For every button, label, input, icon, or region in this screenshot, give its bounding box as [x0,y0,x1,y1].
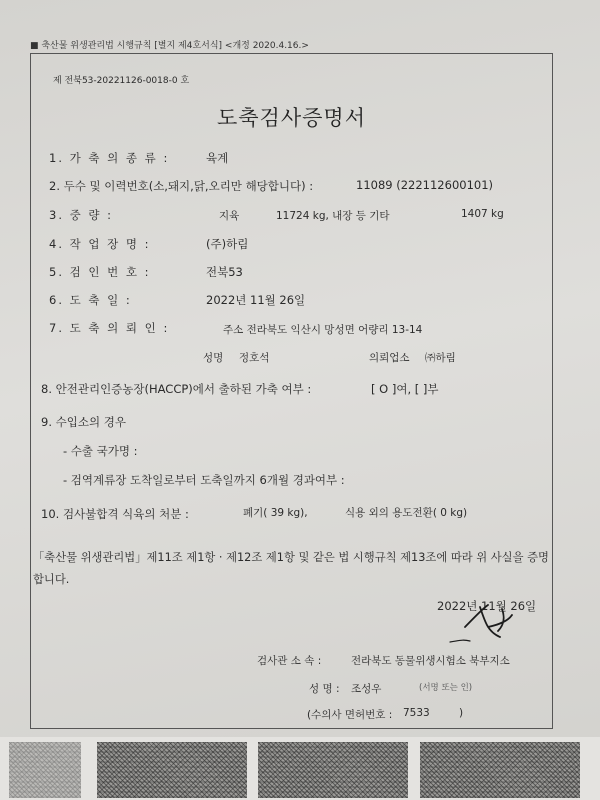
item-value-carcass: 지육 [219,210,240,222]
certification-line-2: 합니다. [33,573,70,586]
item-label-workplace: 4. 작 업 장 명 : [49,237,151,251]
license-close: ) [459,707,464,719]
item-label-requester: 7. 도 축 의 뢰 인 : [49,321,170,335]
document-number: 제 전북53-20221126-0018-0 호 [53,76,190,86]
security-pattern-block [97,742,247,798]
form-header-note: ■ 축산물 위생관리법 시행규칙 [별지 제4호서식] <개정 2020.4.16.> [30,41,309,51]
haccp-label: 8. 안전관리인증농장(HACCP)에서 출하된 가축 여부 : [41,382,312,396]
item-value-workplace: (주)하림 [206,237,249,251]
issue-date: 2022년 11월 26일 [437,599,537,613]
requester-name-label: 성명 [203,352,224,364]
quarantine-label: - 검역계류장 도착일로부터 도축일까지 6개월 경과여부 : [63,473,345,487]
security-pattern-block [9,742,81,798]
requester-company-label: 의뢰업소 [369,352,410,364]
item-value-carcass-weight: 11724 kg, 내장 등 기타 [276,210,390,222]
security-pattern-block [420,742,580,798]
export-country-label: - 수출 국가명 : [63,444,138,458]
item-value-head-count: 11089 (222112600101) [356,178,494,192]
inspector-name-label: 성 명 : [309,683,340,695]
inspector-affiliation-label: 검사관 소 속 : [257,655,322,667]
item-label-slaughter-date: 6. 도 축 일 : [49,293,132,307]
disposal-other-use: 식용 외의 용도전환( 0 kg) [345,507,468,519]
item-value-requester-address: 주소 전라북도 익산시 망성면 어량리 13-14 [223,324,423,336]
disposal-label: 10. 검사불합격 식육의 처분 : [41,507,189,521]
item-value-species: 육계 [206,151,229,165]
inspector-sign-note: (서명 또는 인) [419,683,473,693]
signature-mark [440,597,540,647]
inspector-affiliation: 전라북도 동물위생시험소 북부지소 [351,655,510,667]
haccp-value: [ O ]여, [ ]부 [371,382,439,396]
item-value-other-weight: 1407 kg [461,208,504,220]
certification-line-1: 「축산물 위생관리법」제11조 제1항 · 제12조 제1항 및 같은 법 시행규칙 제13조에 따라 위 사실을 증명 [33,551,549,564]
license-label: (수의사 면허번호 : [307,709,393,721]
item-label-seal-number: 5. 검 인 번 호 : [49,265,151,279]
requester-company: ㈜하림 [425,352,456,364]
item-label-weight: 3. 중 량 : [49,208,114,222]
requester-name: 정호석 [239,352,270,364]
import-section-label: 9. 수입소의 경우 [41,415,126,429]
item-label-species: 1. 가 축 의 종 류 : [49,151,170,165]
item-value-seal-number: 전북53 [206,265,243,279]
document-title: 도축검사증명서 [216,106,366,130]
disposal-discard: 폐기( 39 kg), [243,507,308,519]
license-number: 7533 [403,707,430,719]
item-label-head-count: 2. 두수 및 이력번호(소,돼지,닭,오리만 해당합니다) : [49,179,314,193]
item-value-slaughter-date: 2022년 11월 26일 [206,293,306,307]
security-pattern-block [258,742,408,798]
inspector-name: 조성우 [351,683,382,695]
